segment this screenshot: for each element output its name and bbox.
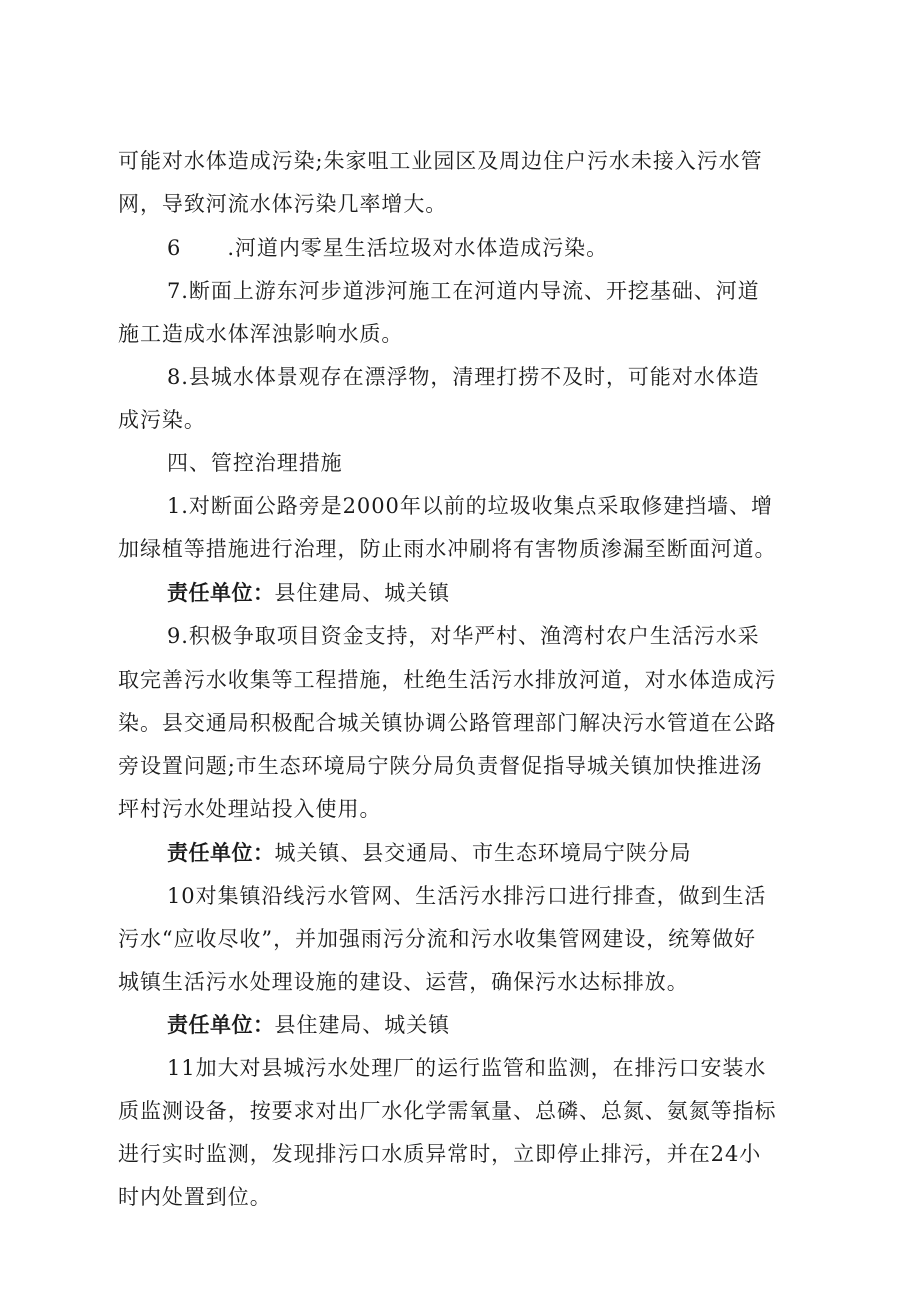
list-item-8: 8.县城水体景观存在漂浮物，清理打捞不及时，可能对水体造 <box>167 365 760 389</box>
paragraph-line: 旁设置问题;市生态环境局宁陕分局负责督促指导城关镇加快推进汤 <box>118 754 763 778</box>
paragraph-line: 质监测设备，按要求对出厂水化学需氧量、总磷、总氮、氨氮等指标 <box>118 1099 777 1123</box>
responsible-unit <box>167 1010 450 1040</box>
list-item-text: .河道内零星生活垃圾对水体造成污染。 <box>227 236 609 260</box>
paragraph-line: 成污染。 <box>118 408 206 432</box>
paragraph-line: 时内处置到位。 <box>118 1185 272 1209</box>
section-heading: 四、管控治理措施 <box>167 451 343 475</box>
list-item-number: 6 <box>167 236 182 260</box>
measure-9: 9.积极争取项目资金支持，对华严村、渔湾村农户生活污水采 <box>167 624 760 648</box>
responsible-unit-value: 县住建局、城关镇 <box>274 1013 451 1037</box>
paragraph-line: 加绿植等措施进行治理，防止雨水冲刷将有害物质渗漏至断面河道。 <box>118 537 777 561</box>
responsible-unit-label: 责任单位： <box>167 581 275 605</box>
paragraph-line: 可能对水体造成污染;朱家咀工业园区及周边住户污水未接入污水管 <box>118 149 763 173</box>
measure-11: 11加大对县城污水处理厂的运行监管和监测，在排污口安装水 <box>167 1056 767 1080</box>
list-item-7: 7.断面上游东河步道涉河施工在河道内导流、开挖基础、河道 <box>167 279 760 303</box>
measure-10: 10对集镇沿线污水管网、生活污水排污口进行排查，做到生活 <box>167 884 767 908</box>
list-item-6 <box>167 233 608 263</box>
paragraph-line: 坪村污水处理站投入使用。 <box>118 797 382 821</box>
paragraph-line: 取完善污水收集等工程措施，杜绝生活污水排放河道，对水体造成污 <box>118 668 777 692</box>
responsible-unit-value: 县住建局、城关镇 <box>274 581 451 605</box>
paragraph-line: 污水“应收尽收”，并加强雨污分流和污水收集管网建设，统筹做好 <box>118 927 756 951</box>
responsible-unit <box>167 578 450 608</box>
responsible-unit-label: 责任单位： <box>167 1013 275 1037</box>
paragraph-line: 城镇生活污水处理设施的建设、运营，确保污水达标排放。 <box>118 970 689 994</box>
paragraph-line: 染。县交通局积极配合城关镇协调公路管理部门解决污水管道在公路 <box>118 711 777 735</box>
measure-1: 1.对断面公路旁是2000年以前的垃圾收集点采取修建挡墙、增 <box>167 494 773 518</box>
paragraph-line: 网，导致河流水体污染几率增大。 <box>118 192 448 216</box>
responsible-unit <box>167 838 692 868</box>
responsible-unit-value: 城关镇、县交通局、市生态环境局宁陕分局 <box>274 841 692 865</box>
paragraph-line: 进行实时监测，发现排污口水质异常时，立即停止排污，并在24小 <box>118 1142 762 1166</box>
responsible-unit-label: 责任单位： <box>167 841 275 865</box>
paragraph-line: 施工造成水体浑浊影响水质。 <box>118 322 404 346</box>
